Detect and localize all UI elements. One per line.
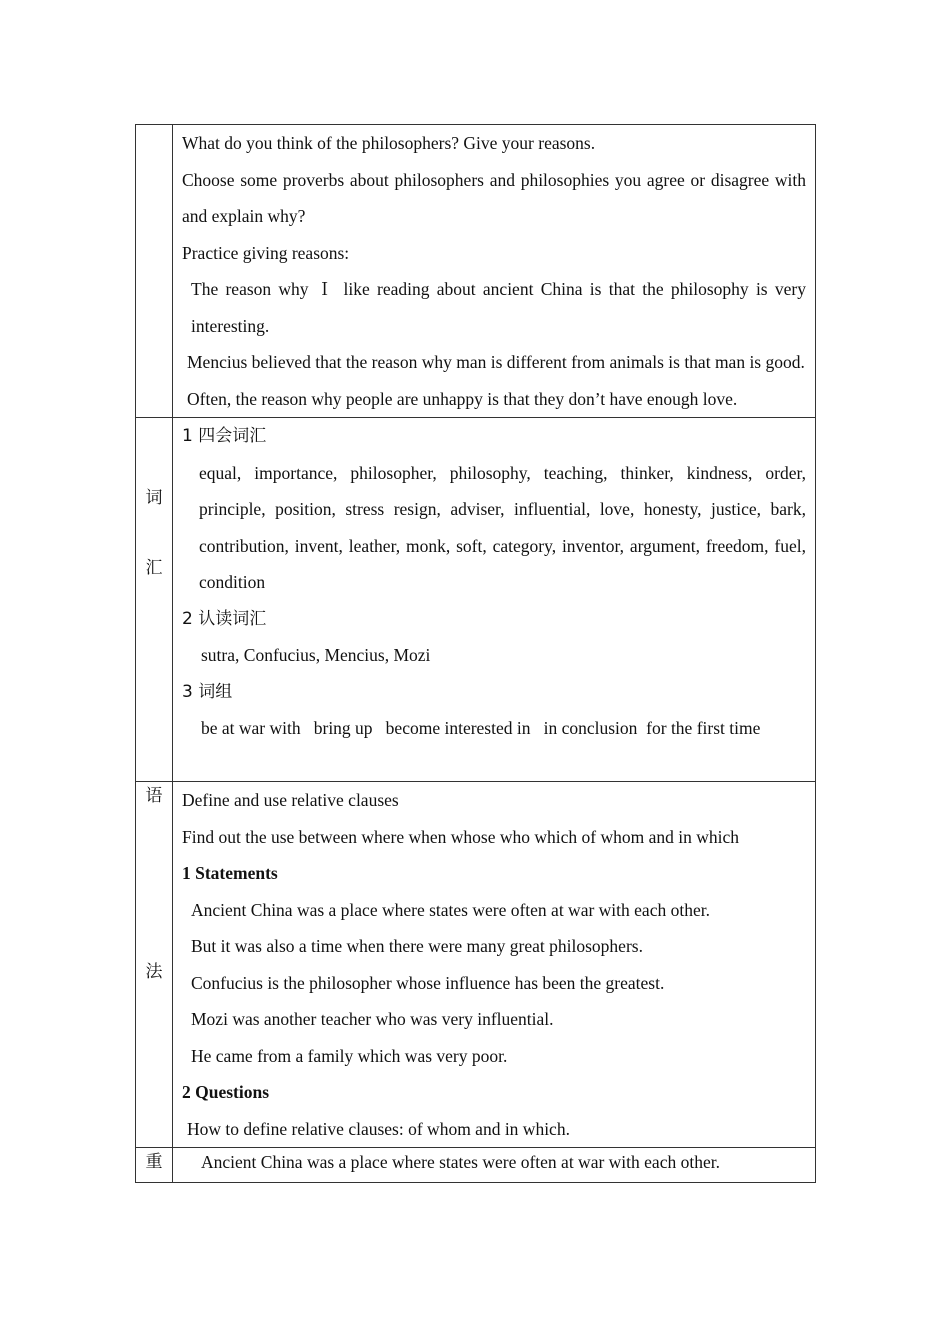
side-cell-empty bbox=[136, 125, 173, 418]
content-table bbox=[135, 124, 816, 1183]
key-sentence: Ancient China was a place where states were often at war with each other. bbox=[201, 1152, 720, 1172]
lesson-plan-table bbox=[135, 124, 816, 1183]
vocab-words: sutra, Confucius, Mencius, Mozi bbox=[201, 645, 431, 665]
example-sentence: Mencius believed that the reason why man is different from animals is that man is good. bbox=[187, 352, 805, 372]
side-cell-vocabulary bbox=[136, 418, 173, 782]
question-line: What do you think of the philosophers? Give your reasons. bbox=[182, 133, 596, 153]
statement-line: Confucius is the philosopher whose influence has been the greatest. bbox=[191, 972, 665, 993]
vocabulary-cell bbox=[173, 418, 816, 782]
grammar-intro: Define and use relative clauses bbox=[182, 790, 399, 810]
statement-line: Mozi was another teacher who was very influential. bbox=[191, 1009, 554, 1029]
vocab-heading: 2 认读词汇 bbox=[182, 608, 267, 629]
side-label-char: 法 bbox=[145, 962, 163, 982]
side-label-char: 语 bbox=[145, 786, 163, 806]
statement-line: Ancient China was a place where states were often at war with each other. bbox=[191, 899, 710, 920]
proverbs-line: Choose some proverbs about philosophers and philosophies you agree or disagree with and explain why? bbox=[182, 169, 806, 226]
vocab-heading: 1 四会词汇 bbox=[182, 426, 267, 446]
vocab-phrases: be at war with bring up become interested in in conclusion for the first time bbox=[201, 718, 761, 738]
side-cell-key bbox=[136, 1148, 173, 1183]
grammar-cell bbox=[173, 782, 816, 1148]
key-cell bbox=[173, 1148, 816, 1183]
question-line: How to define relative clauses: of whom and in which. bbox=[187, 1118, 570, 1139]
vocab-heading: 3 词组 bbox=[182, 681, 233, 702]
grammar-intro: Find out the use between where when whose who which of whom and in which bbox=[182, 826, 739, 847]
grammar-heading: 2 Questions bbox=[182, 1082, 270, 1102]
table-row bbox=[136, 1148, 816, 1183]
example-sentence: Often, the reason why people are unhappy is that they don’t have enough love. bbox=[187, 388, 738, 409]
vocab-words: equal, importance, philosopher, philosophy, teaching, thinker, kindness, order, principle, position, stress resign, adviser, influential, love, honesty, justice, bark, contribution, invent, leather, monk, soft, category, inventor, argument, freedom, fuel, condition bbox=[199, 462, 806, 592]
grammar-heading: 1 Statements bbox=[182, 863, 278, 883]
practice-heading: Practice giving reasons: bbox=[182, 242, 350, 263]
table-row bbox=[136, 418, 816, 782]
side-cell-grammar bbox=[136, 782, 173, 1148]
side-label-char: 汇 bbox=[145, 558, 163, 578]
table-row bbox=[136, 125, 816, 418]
discussion-cell bbox=[173, 125, 816, 418]
side-label-char: 重 bbox=[145, 1152, 163, 1172]
example-sentence: The reason why Ｉ like reading about ancient China is that the philosophy is very interesting. bbox=[191, 279, 806, 336]
side-label-char: 词 bbox=[145, 488, 163, 508]
table-row bbox=[136, 782, 816, 1148]
statement-line: He came from a family which was very poor. bbox=[191, 1045, 508, 1066]
statement-line: But it was also a time when there were many great philosophers. bbox=[191, 936, 643, 956]
